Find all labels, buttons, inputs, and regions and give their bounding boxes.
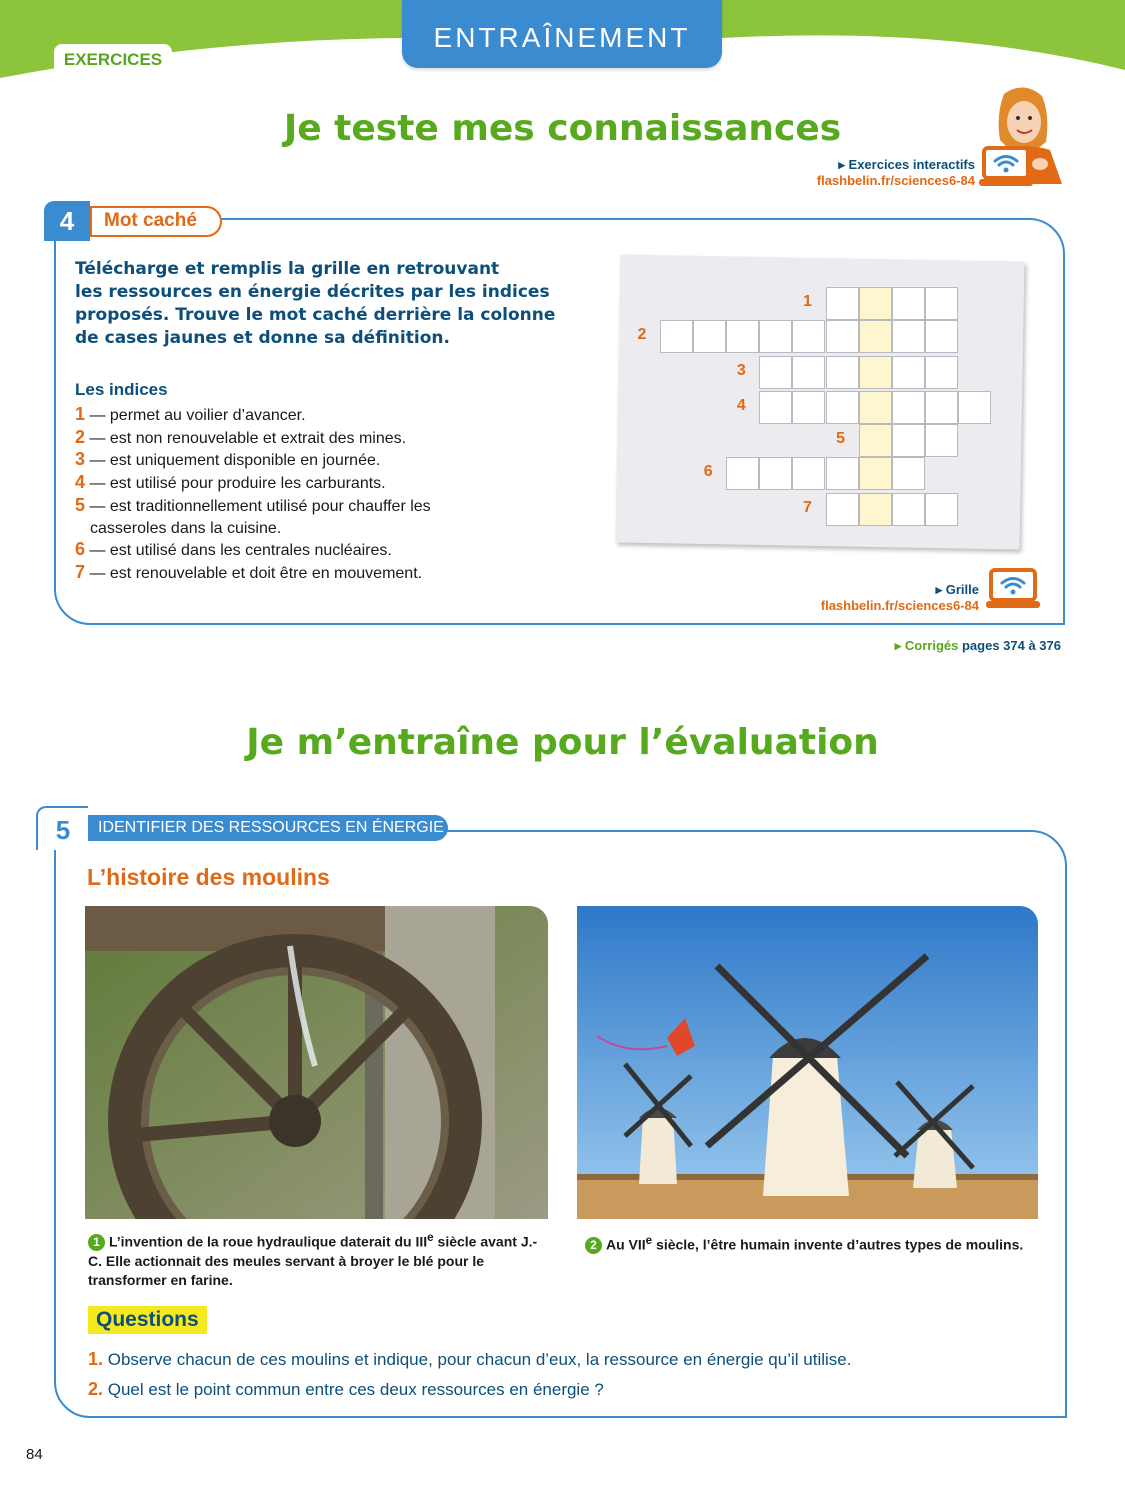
crossword-cell: [826, 391, 859, 424]
exercise-4-instruction: Télécharge et remplis la grille en retrouvant les ressources en énergie décrites par les indices proposés. Trouve le mot caché derrière la colonne de cases jaunes et donne sa définition.: [75, 259, 556, 348]
crossword-cell: [759, 457, 792, 490]
exercise-5-title: IDENTIFIER DES RESSOURCES EN ÉNERGIE: [88, 815, 448, 841]
wifi-laptop-icon: [986, 568, 1040, 610]
wifi-laptop-icon: [979, 146, 1033, 188]
crossword-cell: [859, 457, 892, 490]
crossword-cell: [892, 287, 925, 320]
crossword-cell: [859, 287, 892, 320]
crossword-cell: [925, 287, 958, 320]
clue-item: 3 — est uniquement disponible en journée.: [75, 449, 381, 470]
clue-item: 4 — est utilisé pour produire les carburants.: [75, 472, 386, 493]
exercices-tab: EXERCICES: [54, 44, 172, 74]
exercise-4-title: Mot caché: [90, 206, 222, 237]
crossword-cell: [826, 287, 859, 320]
crossword-row-number: 7: [803, 499, 812, 516]
caption-water-wheel: 1 L’invention de la roue hydraulique daterait du IIIe siècle avant J.-C. Elle actionnait des meules servant à broyer le blé pour le transformer en farine.: [88, 1231, 538, 1288]
exercise-5-number: 5: [36, 806, 88, 850]
crossword-cell: [892, 424, 925, 457]
grid-download-link[interactable]: [821, 582, 979, 614]
crossword-cell: [859, 320, 892, 353]
grid-link-url[interactable]: flashbelin.fr/sciences6-84: [820, 598, 979, 613]
page-number: 84: [26, 1446, 43, 1463]
crossword-cell: [759, 320, 792, 353]
caption-badge: 1: [88, 1234, 105, 1251]
crossword-cell: [826, 457, 859, 490]
crossword-cell: [892, 391, 925, 424]
caption-badge: 2: [585, 1237, 602, 1254]
crossword-cell: [826, 493, 859, 526]
clues-list: [75, 404, 431, 585]
clue-item: casseroles dans la cuisine.: [90, 519, 282, 537]
crossword-cell: [792, 320, 825, 353]
crossword-row-number: 4: [736, 397, 746, 414]
clue-item: 6 — est utilisé dans les centrales nucléaires.: [75, 539, 392, 560]
crossword-cell: [660, 320, 693, 353]
crossword-cell: [859, 391, 892, 424]
section-title-evaluation: Je m’entraîne pour l’évaluation: [246, 722, 879, 763]
question-2: 2. Quel est le point commun entre ces deux ressources en énergie ?: [88, 1379, 604, 1399]
clue-item: 5 — est traditionnellement utilisé pour chauffer les: [75, 494, 431, 515]
crossword-cell: [892, 493, 925, 526]
interactive-exercises-url[interactable]: flashbelin.fr/sciences6-84: [816, 173, 975, 188]
water-wheel-photo: [85, 906, 548, 1219]
crossword-cell: [792, 457, 825, 490]
crossword-cell: [826, 320, 859, 353]
crossword-cell: [892, 457, 925, 490]
clue-item: 1 — permet au voilier d’avancer.: [75, 404, 306, 424]
crossword-cell: [925, 424, 958, 457]
crossword-row-number: 3: [736, 362, 746, 379]
crossword-cell: [726, 457, 759, 490]
crossword-cell: [859, 424, 892, 457]
clue-item: 2 — est non renouvelable et extrait des mines.: [75, 426, 407, 447]
crossword-cell: [759, 391, 792, 424]
crossword-cell: [792, 391, 825, 424]
interactive-exercises-label: ▸ Exercices interactifs: [838, 157, 975, 172]
crossword-cell: [859, 356, 892, 389]
corriges-link[interactable]: ▸ Corrigés pages 374 à 376: [894, 638, 1061, 653]
section-title-connaissances: Je teste mes connaissances: [283, 108, 842, 149]
crossword-cell: [925, 356, 958, 389]
crossword-row-number: 2: [637, 326, 647, 343]
crossword-cell: [925, 320, 958, 353]
crossword-cell: [826, 356, 859, 389]
crossword-cell: [792, 356, 825, 389]
clues-heading: Les indices: [75, 380, 168, 399]
questions-label: Questions: [88, 1306, 207, 1334]
moulins-subtitle: L’histoire des moulins: [87, 864, 330, 890]
interactive-exercises-link[interactable]: [817, 157, 975, 189]
crossword-cell: [693, 320, 726, 353]
windmills-photo: [577, 906, 1038, 1219]
crossword-cell: [925, 493, 958, 526]
crossword-row-number: 6: [703, 463, 713, 480]
crossword-row-number: 1: [803, 293, 812, 310]
crossword-cell: [726, 320, 759, 353]
question-1: 1. Observe chacun de ces moulins et indique, pour chacun d’eux, la ressource en énergie qu’il utilise.: [88, 1349, 852, 1369]
grid-link-label: ▸ Grille: [935, 582, 979, 597]
exercise-4-number: 4: [44, 201, 90, 241]
crossword-cell: [925, 391, 958, 424]
crossword-cell: [892, 320, 925, 353]
clue-item: 7 — est renouvelable et doit être en mouvement.: [75, 561, 423, 582]
crossword-cell: [892, 356, 925, 389]
caption-windmills: 2 Au VIIe siècle, l’être humain invente d’autres types de moulins.: [585, 1231, 1035, 1255]
entrainement-banner: ENTRAÎNEMENT: [402, 0, 722, 68]
crossword-cell: [859, 493, 892, 526]
crossword-cell: [958, 391, 991, 424]
crossword-cell: [759, 356, 792, 389]
crossword-row-number: 5: [836, 430, 846, 447]
